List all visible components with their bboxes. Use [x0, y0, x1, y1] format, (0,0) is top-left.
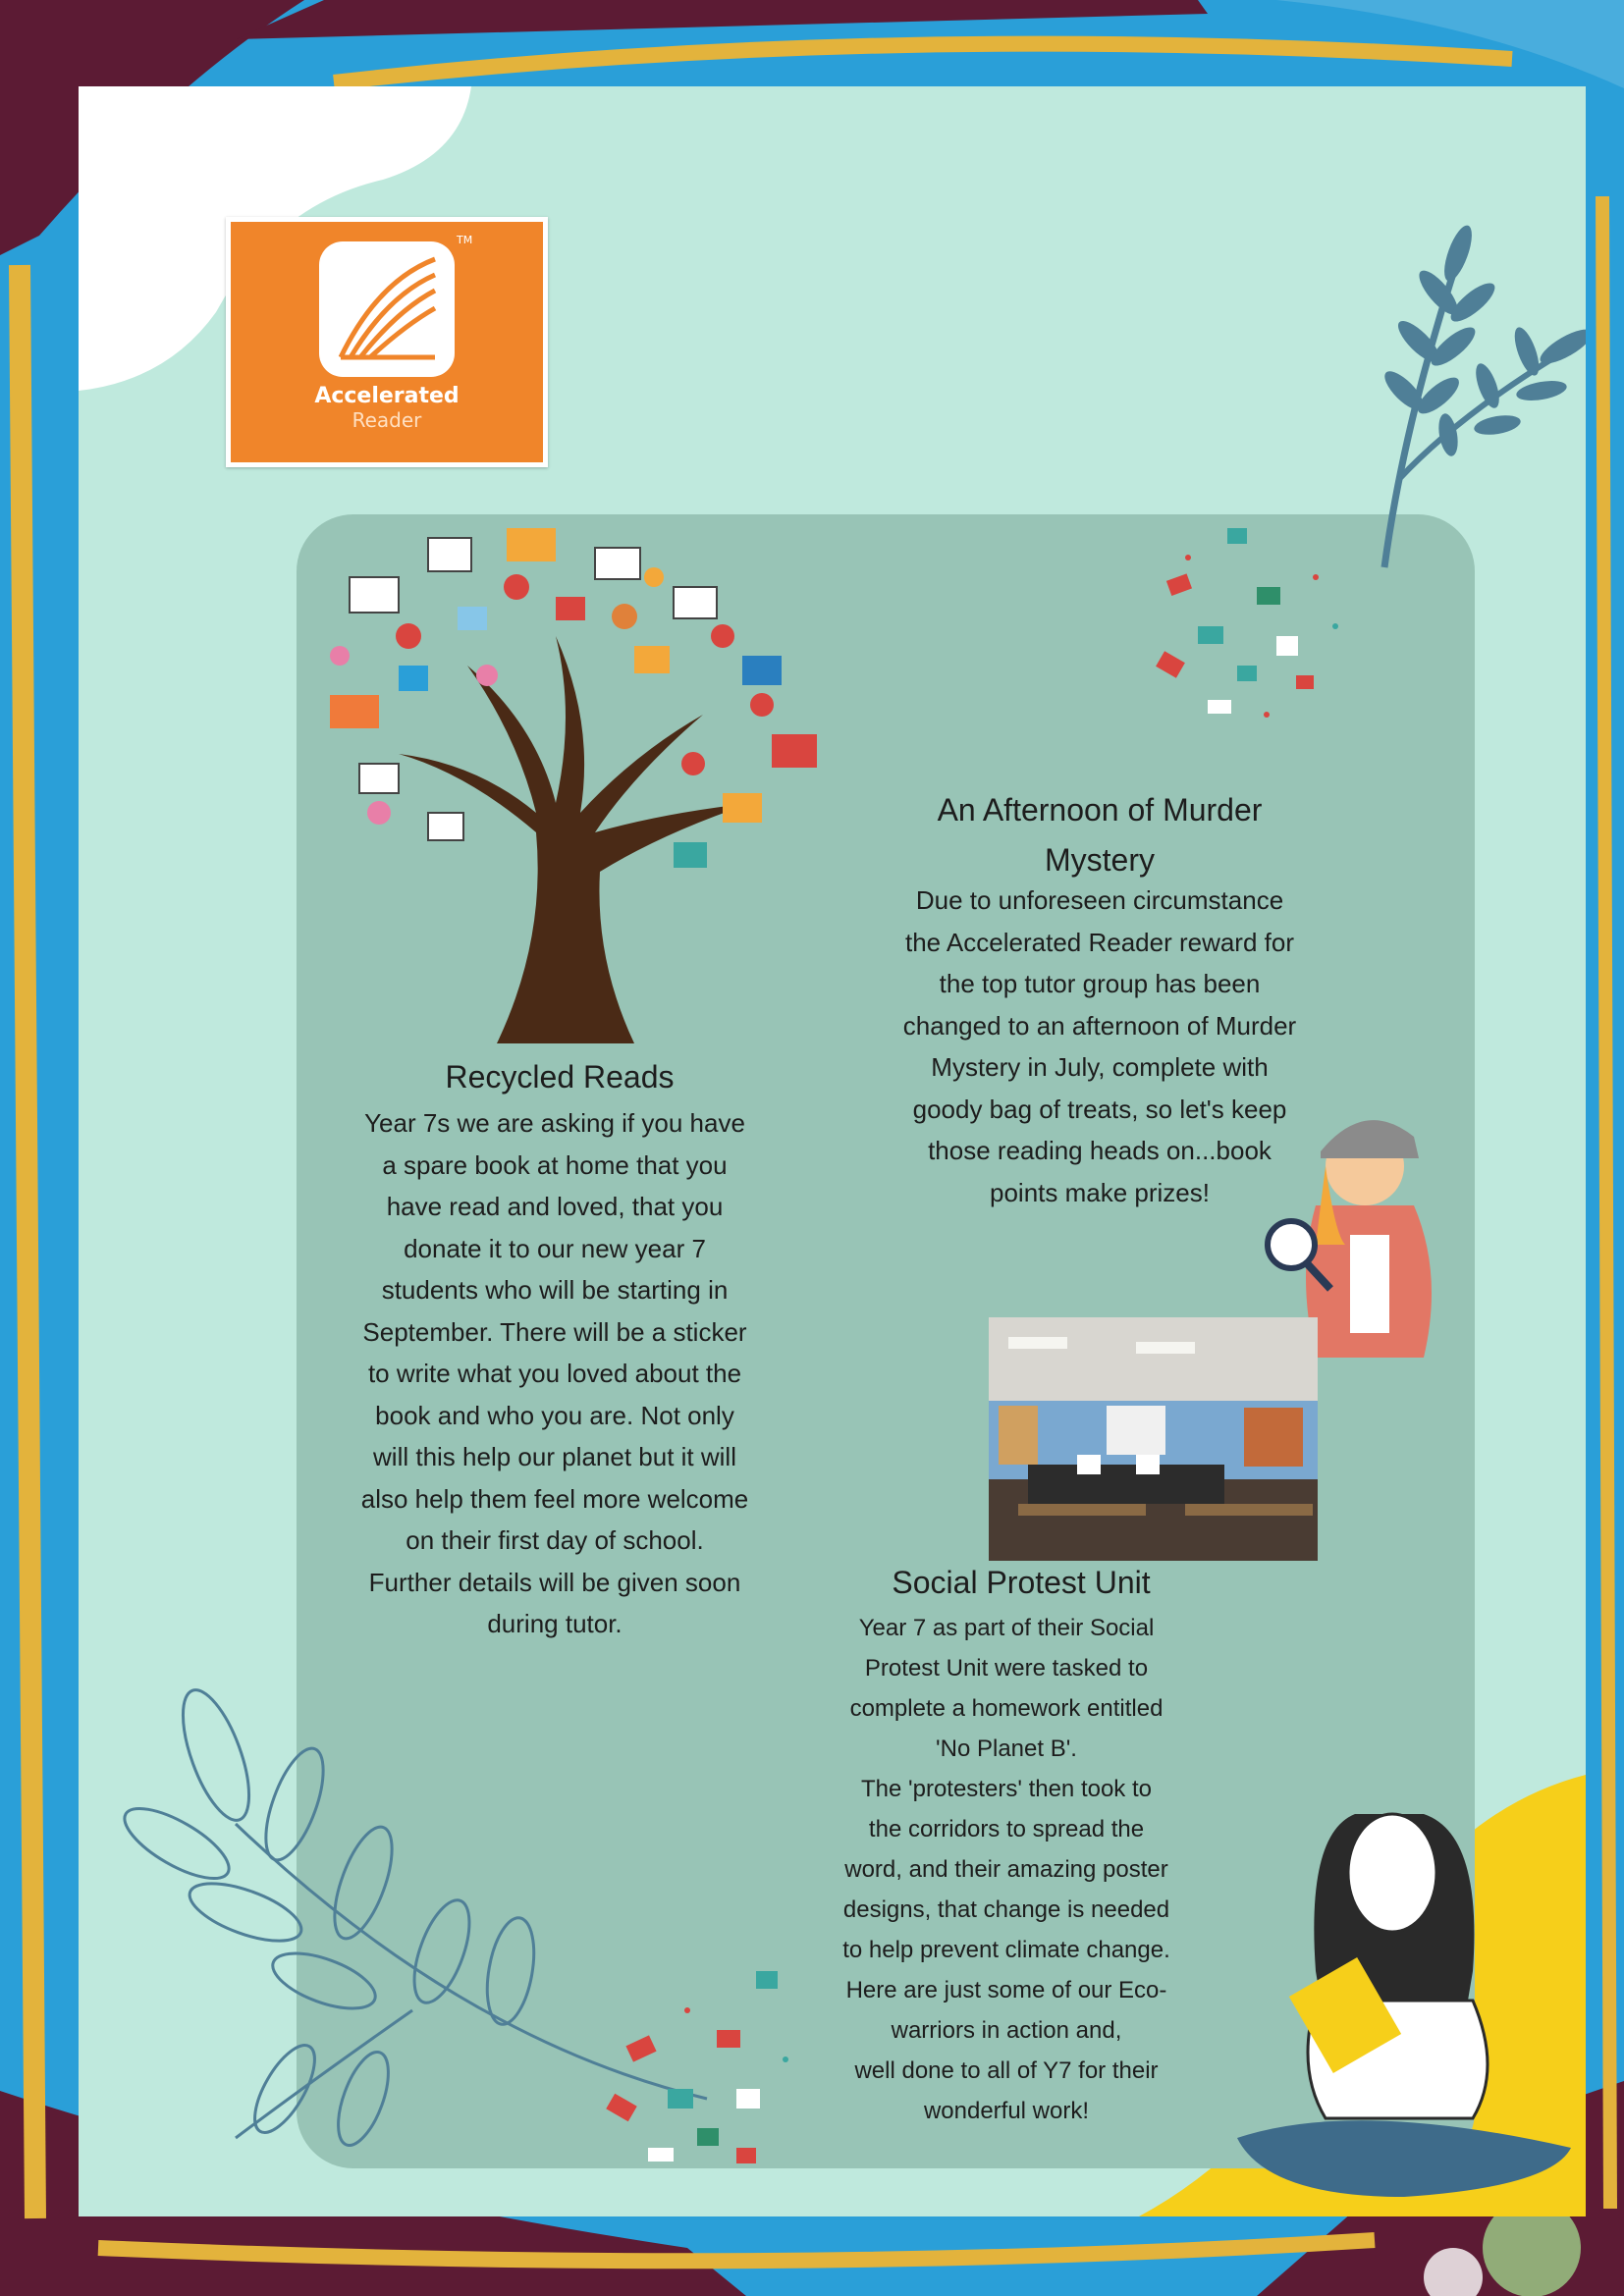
book-pages-icon — [319, 241, 455, 377]
social-protest-title: Social Protest Unit — [892, 1565, 1151, 1600]
logo-subtitle: Reader — [352, 408, 422, 432]
eco-warriors-photo — [989, 1317, 1318, 1561]
book-tree-illustration — [310, 518, 840, 1043]
recycled-reads-body: Year 7s we are asking if you have a spare book at home that you have read and loved, that you donate it to our new year 7 students who will be starting in September. There will be a sticker to write what you loved about the book and who you are. Not only will this help our planet but it will also help them feel more welcome on their first day of school. Further details will be given soon during tutor. — [360, 1108, 749, 1638]
flying-books-bottom-icon — [589, 1951, 825, 2187]
murder-mystery-body: Due to unforeseen circumstance the Accelerated Reader reward for the top tutor group has been changed to an afternoon of Murder Mystery in July, complete with goody bag of treats, so let's keep those reading heads on...book points make prizes! — [902, 885, 1297, 1207]
logo-title: Accelerated — [314, 384, 460, 408]
trademark-mark: TM — [457, 234, 473, 246]
newsletter-page — [79, 86, 1586, 2216]
recycled-reads-title: Recycled Reads — [445, 1059, 675, 1095]
accelerated-reader-logo — [226, 217, 548, 467]
murder-mystery-title: An Afternoon of Murder Mystery — [937, 792, 1263, 878]
reading-girl-illustration — [1208, 1775, 1586, 2216]
social-protest-body: Year 7 as part of their Social Protest Unit were tasked to complete a homework entitled 'No Planet B'. The 'protesters' then took to the corridors to spread the word, and their amazing poster designs, that change is needed to help prevent climate change. Here are just some of our Eco- warriors in action and, well done to all of Y7 for their wonderful work! — [842, 1615, 1170, 2124]
flying-books-icon — [1139, 518, 1375, 734]
